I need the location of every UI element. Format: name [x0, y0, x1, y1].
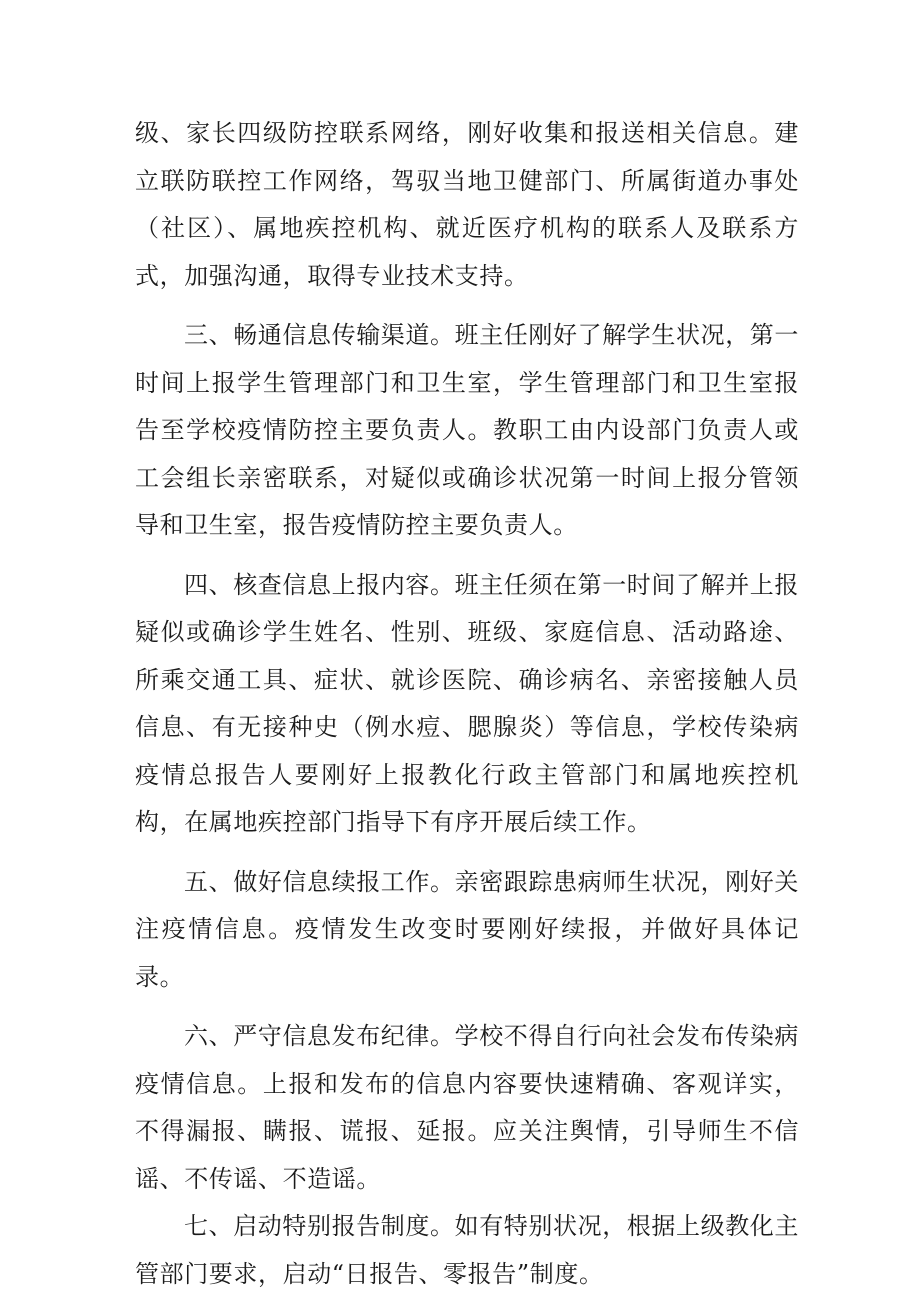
paragraph-section-5: 五、做好信息续报工作。亲密跟踪患病师生状况，刚好关注疫情信息。疫情发生改变时要刚好续报，并做好具体记录。: [135, 867, 799, 991]
paragraph-section-3: 三、畅通信息传输渠道。班主任刚好了解学生状况，第一时间上报学生管理部门和卫生室，学生管理部门和卫生室报告至学校疫情防控主要负责人。教职工由内设部门负责人或工会组长亲密联系，对疑似或确诊状况第一时间上报分管领导和卫生室，报告疫情防控主要负责人。: [135, 321, 799, 539]
paragraph-network: 级、家长四级防控联系网络，刚好收集和报送相关信息。建立联防联控工作网络，驾驭当地卫健部门、所属街道办事处（社区）、属地疾控机构、就近医疗机构的联系人及联系方式，加强沟通，取得专业技术支持。: [135, 119, 799, 290]
paragraph-section-6: 六、严守信息发布纪律。学校不得自行向社会发布传染病疫情信息。上报和发布的信息内容要快速精确、客观详实，不得漏报、瞒报、谎报、延报。应关注舆情，引导师生不信谣、不传谣、不造谣。: [135, 1022, 799, 1193]
paragraph-section-4: 四、核查信息上报内容。班主任须在第一时间了解并上报疑似或确诊学生姓名、性别、班级、家庭信息、活动路途、所乘交通工具、症状、就诊医院、确诊病名、亲密接触人员信息、有无接种史（例水痘、腮腺炎）等信息，学校传染病疫情总报告人要刚好上报教化行政主管部门和属地疾控机构，在属地疾控部门指导下有序开展后续工作。: [135, 570, 799, 836]
document-body: [135, 110, 799, 1310]
paragraph-section-7: 七、启动特别报告制度。如有特别状况，根据上级教化主管部门要求，启动“日报告、零报告”制度。: [135, 1212, 799, 1288]
